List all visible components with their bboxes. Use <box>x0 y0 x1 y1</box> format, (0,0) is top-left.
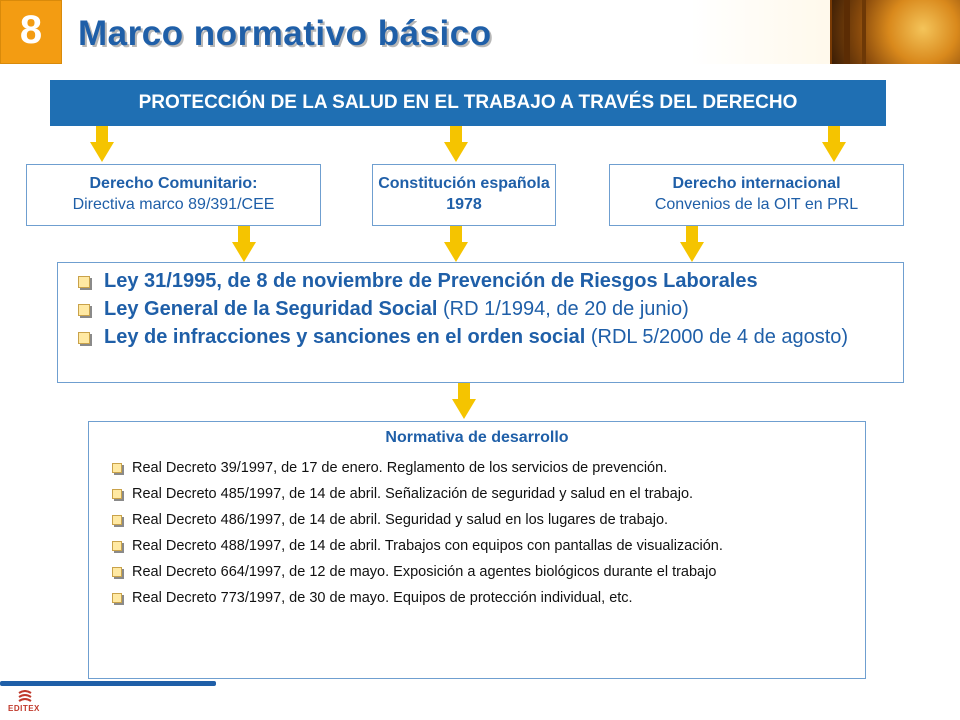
development-title: Normativa de desarrollo <box>385 429 569 446</box>
source-title: Derecho Comunitario: <box>89 175 258 192</box>
list-item <box>99 459 855 477</box>
law-item <box>78 269 893 294</box>
law-item <box>78 297 893 322</box>
arrow-down-icon <box>90 126 114 162</box>
header-photo <box>830 0 960 64</box>
list-item <box>99 537 855 555</box>
main-banner: PROTECCIÓN DE LA SALUD EN EL TRABAJO A TRAVÉS DEL DERECHO <box>50 80 886 126</box>
logo-text: EDITEX <box>8 704 40 713</box>
arrow-down-icon <box>452 383 476 419</box>
square-bullet-icon <box>112 541 122 551</box>
square-bullet-icon <box>112 567 122 577</box>
square-bullet-icon <box>78 304 90 316</box>
source-box-community-law <box>26 164 321 226</box>
law-reference: (RDL 5/2000 de 4 de agosto) <box>585 326 849 348</box>
source-title: Constitución española 1978 <box>378 175 550 213</box>
source-box-constitution <box>372 164 556 226</box>
laws-box <box>57 262 904 383</box>
list-item-text: Real Decreto 773/1997, de 30 de mayo. Equipos de protección individual, etc. <box>132 590 633 606</box>
list-item-text: Real Decreto 39/1997, de 17 de enero. Reglamento de los servicios de prevención. <box>132 460 668 476</box>
law-name: Ley 31/1995, de 8 de noviembre de Prevención de Riesgos Laborales <box>104 270 758 292</box>
arrow-down-icon <box>680 226 704 262</box>
square-bullet-icon <box>78 332 90 344</box>
law-item <box>78 325 893 350</box>
list-item-text: Real Decreto 486/1997, de 14 de abril. Seguridad y salud en los lugares de trabajo. <box>132 512 669 528</box>
list-item <box>99 485 855 503</box>
list-item <box>99 563 855 581</box>
page-title: Marco normativo básico <box>78 14 492 53</box>
list-item-text: Real Decreto 485/1997, de 14 de abril. Señalización de seguridad y salud en el trabajo. <box>132 486 694 502</box>
square-bullet-icon <box>112 593 122 603</box>
chapter-badge: 8 <box>0 0 62 64</box>
footer-line <box>0 681 216 686</box>
law-name: Ley General de la Seguridad Social <box>104 298 438 320</box>
square-bullet-icon <box>78 276 90 288</box>
source-title: Derecho internacional <box>672 175 841 192</box>
source-subtitle: Directiva marco 89/391/CEE <box>72 196 275 213</box>
list-item <box>99 589 855 607</box>
arrow-down-icon <box>444 226 468 262</box>
list-item-text: Real Decreto 488/1997, de 14 de abril. Trabajos con equipos con pantallas de visualización. <box>132 538 723 554</box>
law-reference: (RD 1/1994, de 20 de junio) <box>437 298 689 320</box>
square-bullet-icon <box>112 463 122 473</box>
arrow-down-icon <box>822 126 846 162</box>
arrow-down-icon <box>232 226 256 262</box>
development-box <box>88 421 866 679</box>
list-item <box>99 511 855 529</box>
editex-logo-icon <box>8 690 44 714</box>
source-subtitle: Convenios de la OIT en PRL <box>654 196 859 213</box>
arrow-down-icon <box>444 126 468 162</box>
square-bullet-icon <box>112 515 122 525</box>
list-item-text: Real Decreto 664/1997, de 12 de mayo. Exposición a agentes biológicos durante el trabajo <box>132 564 717 580</box>
law-name: Ley de infracciones y sanciones en el orden social <box>104 326 586 348</box>
square-bullet-icon <box>112 489 122 499</box>
source-box-international-law <box>609 164 904 226</box>
